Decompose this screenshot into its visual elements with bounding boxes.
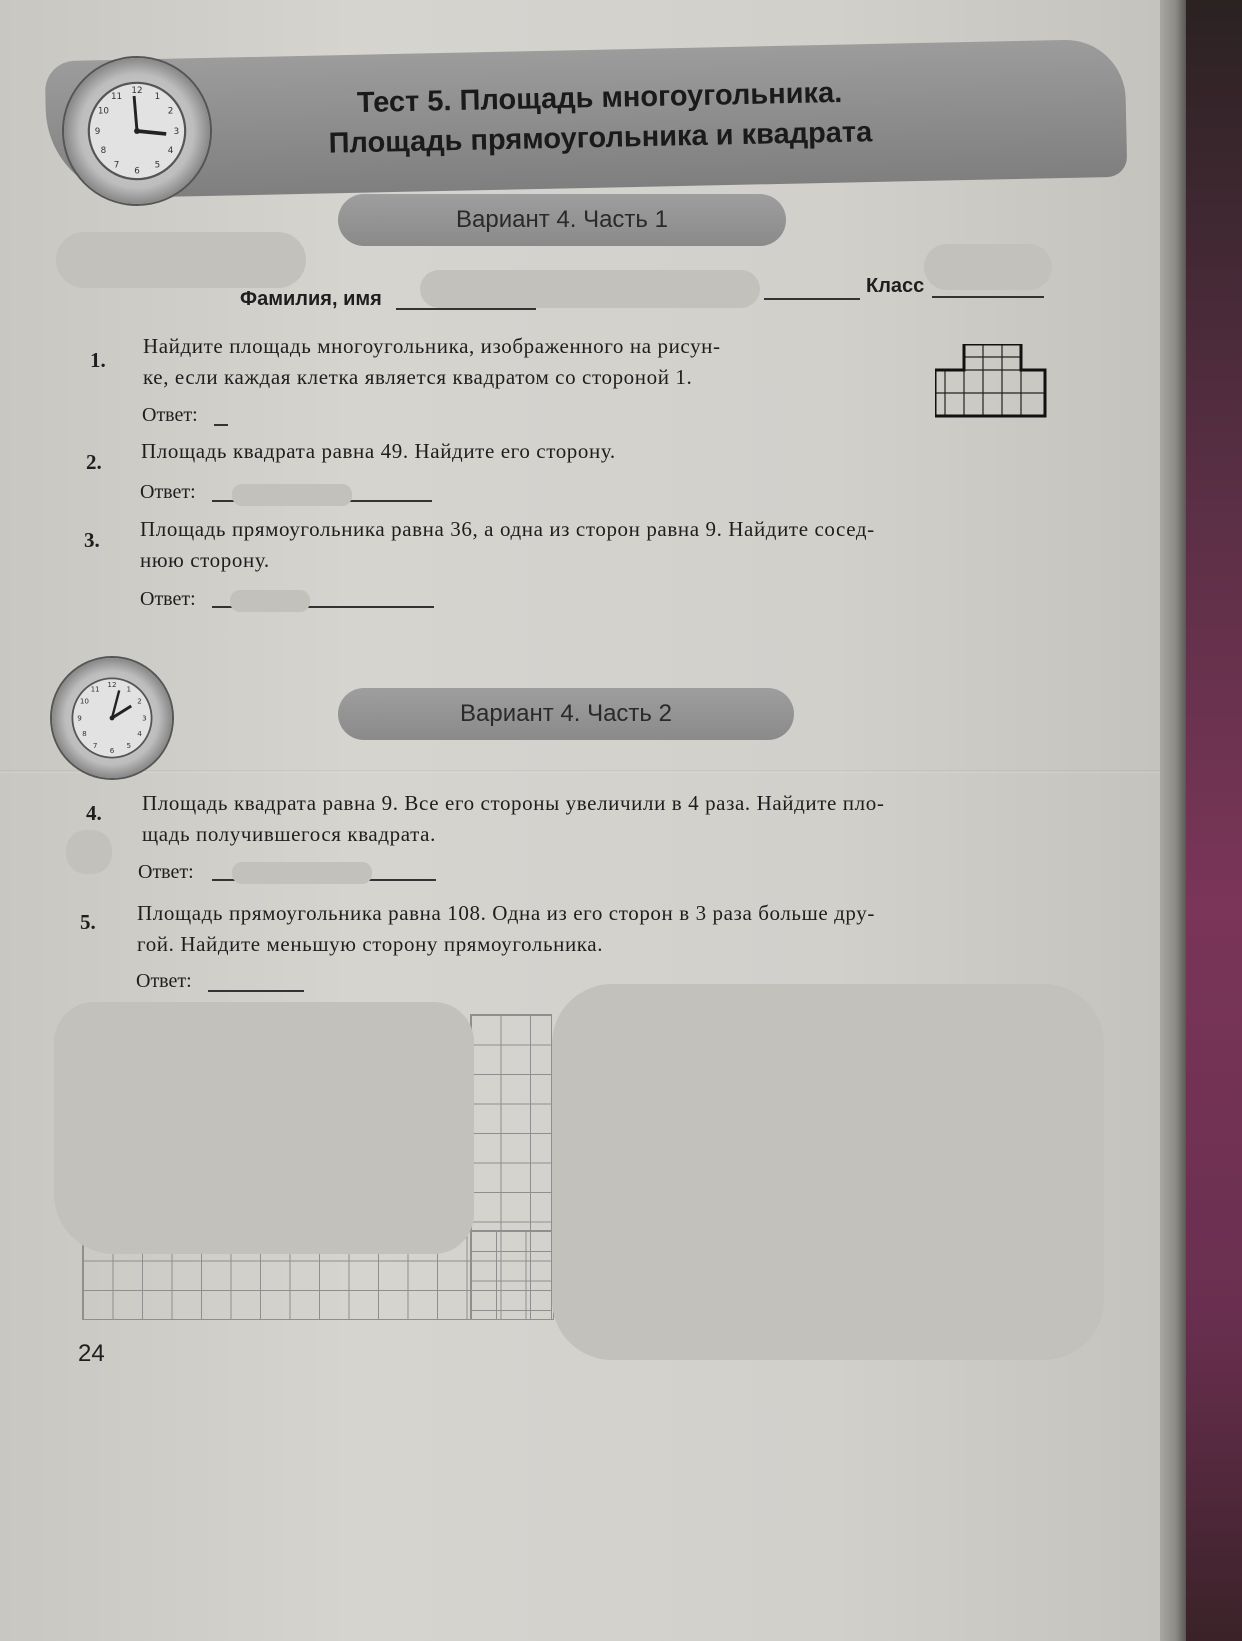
task-3-answer-label: Ответ: [140, 588, 196, 610]
name-field[interactable] [396, 308, 536, 310]
task-5-line-2: гой. Найдите меньшую сторону прямоугольника. [137, 932, 604, 956]
task-5-number: 5. [80, 910, 96, 934]
svg-text:3: 3 [173, 126, 180, 137]
task-2-answer-label: Ответ: [140, 481, 196, 503]
title-line-2: Площадь прямоугольника и квадрата [328, 116, 873, 160]
svg-text:2: 2 [167, 106, 174, 117]
svg-text:5: 5 [126, 741, 132, 750]
task-1-answer-label: Ответ: [142, 404, 198, 426]
redaction-answer-4 [232, 862, 372, 884]
task-4-number: 4. [86, 801, 102, 825]
svg-text:11: 11 [110, 91, 123, 102]
task-4-text [142, 788, 884, 850]
task-3-number: 3. [84, 528, 100, 552]
svg-text:9: 9 [77, 713, 82, 723]
svg-text:3: 3 [142, 713, 147, 723]
part2-header: Вариант 4. Часть 2 [338, 688, 794, 740]
svg-text:1: 1 [126, 684, 132, 694]
svg-text:5: 5 [154, 160, 161, 171]
task-3-line-1: Площадь прямоугольника равна 36, а одна из сторон равна 9. Найдите сосед- [140, 517, 875, 541]
svg-text:10: 10 [97, 106, 109, 117]
task-3-text [140, 514, 875, 576]
clock-icon [64, 58, 210, 204]
redaction-grid-right [552, 984, 1104, 1360]
redaction-answer-3 [230, 590, 310, 612]
name-field-end[interactable] [764, 298, 860, 300]
svg-text:11: 11 [90, 684, 100, 694]
clock-icon-2 [52, 658, 172, 778]
redaction-name [420, 270, 760, 308]
svg-text:12: 12 [107, 679, 117, 689]
task-4-line-2: щадь получившегося квадрата. [142, 822, 436, 846]
task-4-line-1: Площадь квадрата равна 9. Все его стороны увеличили в 4 раза. Найдите пло- [142, 791, 885, 815]
task-4-answer-label: Ответ: [138, 861, 194, 883]
page-edge [1160, 0, 1186, 1641]
svg-text:6: 6 [109, 745, 115, 755]
svg-text:6: 6 [134, 166, 140, 177]
task-1-line-2: ке, если каждая клетка является квадратом со стороной 1. [143, 365, 693, 389]
task-1-number: 1. [90, 348, 106, 372]
task-1-line-1: Найдите площадь многоугольника, изображенного на рисун- [143, 334, 721, 358]
svg-text:1: 1 [154, 91, 161, 102]
title-line-1: Тест 5. Площадь многоугольника. [356, 76, 843, 120]
svg-text:8: 8 [82, 729, 87, 738]
task-2-number: 2. [86, 450, 102, 474]
name-label: Фамилия, имя [240, 288, 382, 310]
page-title [199, 70, 1001, 167]
task-5-answer-label: Ответ: [136, 970, 192, 992]
svg-text:7: 7 [92, 741, 98, 750]
redaction-left [56, 232, 306, 288]
task-5-text [137, 898, 875, 960]
task-5-answer-field[interactable] [208, 990, 304, 992]
redaction-margin [66, 830, 112, 874]
svg-text:4: 4 [137, 729, 142, 738]
task-3-line-2: нюю сторону. [140, 548, 270, 572]
redaction-answer-2 [232, 484, 352, 506]
svg-text:4: 4 [167, 145, 174, 156]
polygon-figure [935, 344, 1047, 418]
task-1-answer-field[interactable] [214, 424, 228, 426]
part1-header: Вариант 4. Часть 1 [338, 194, 786, 246]
page-fold [0, 770, 1160, 773]
class-field[interactable] [932, 296, 1044, 298]
task-2-line-1: Площадь квадрата равна 49. Найдите его сторону. [141, 439, 616, 463]
redaction-class [924, 244, 1052, 290]
task-1-text [143, 331, 721, 393]
page-number: 24 [78, 1340, 105, 1367]
class-label: Класс [866, 275, 925, 297]
task-2-text [141, 436, 616, 467]
svg-text:9: 9 [94, 126, 101, 137]
task-5-line-1: Площадь прямоугольника равна 108. Одна из его сторон в 3 раза больше дру- [137, 901, 875, 925]
svg-text:10: 10 [79, 696, 89, 706]
svg-text:2: 2 [137, 696, 142, 706]
redaction-grid-left [54, 1002, 474, 1254]
svg-text:12: 12 [131, 86, 143, 97]
svg-text:7: 7 [113, 160, 120, 171]
svg-text:8: 8 [100, 145, 107, 156]
